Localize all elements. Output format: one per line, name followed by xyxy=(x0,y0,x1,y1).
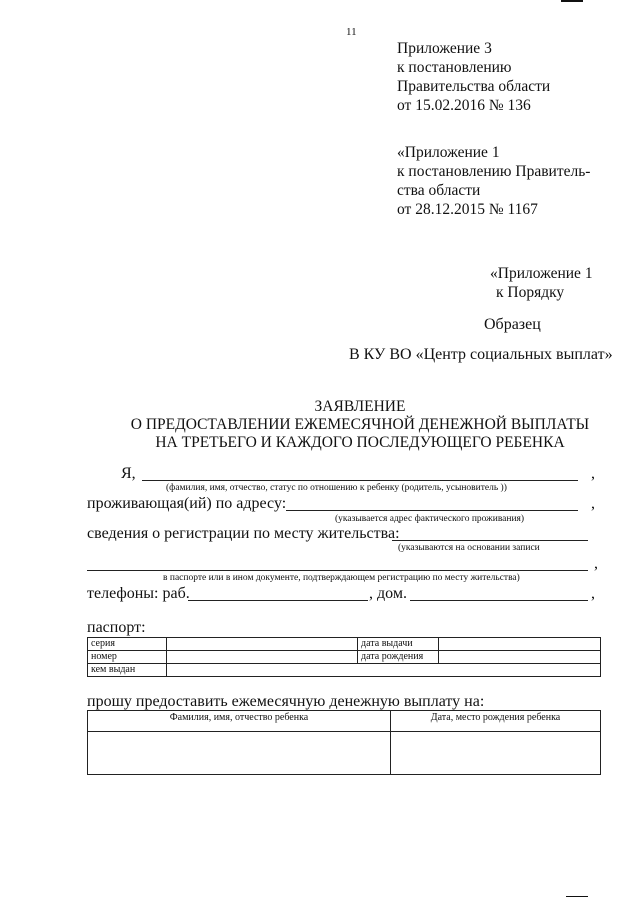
child-name-header: Фамилия, имя, отчество ребенка xyxy=(88,711,391,732)
issue-date-value[interactable] xyxy=(439,638,601,651)
child-birth-header: Дата, место рождения ребенка xyxy=(391,711,601,732)
registration-hint-2: в паспорте или в ином документе, подтверждающем регистрацию по месту жительства) xyxy=(163,573,520,583)
birth-date-label: дата рождения xyxy=(358,651,439,664)
title-line: О ПРЕДОСТАВЛЕНИИ ЕЖЕМЕСЯЧНОЙ ДЕНЕЖНОЙ ВЫПЛАТЫ xyxy=(130,416,590,433)
name-comma: , xyxy=(591,465,595,482)
appendix-1-line: ства области xyxy=(397,182,481,199)
children-table xyxy=(87,710,601,775)
passport-row xyxy=(88,664,601,677)
home-phone-label: , дом. xyxy=(369,585,407,602)
registration-hint-1: (указываются на основании записи xyxy=(398,543,540,553)
appendix-3-line: от 15.02.2016 № 136 xyxy=(397,97,531,114)
registration-comma: , xyxy=(594,555,598,572)
name-hint: (фамилия, имя, отчество, статус по отношению к ребенку (родитель, усыновитель )) xyxy=(166,483,507,493)
scan-mark-bottom xyxy=(566,896,588,897)
appendix-1-line: к постановлению Правитель- xyxy=(397,163,591,180)
appendix-order-line: к Порядку xyxy=(496,284,565,301)
appendix-3-line: к постановлению xyxy=(397,59,512,76)
appendix-1-block xyxy=(397,143,590,219)
series-value[interactable] xyxy=(167,638,358,651)
appendix-1-line: от 28.12.2015 № 1167 xyxy=(397,201,538,218)
document-title xyxy=(0,398,640,452)
series-label: серия xyxy=(88,638,167,651)
number-value[interactable] xyxy=(167,651,358,664)
appendix-1-line: «Приложение 1 xyxy=(397,144,500,161)
sample-label: Образец xyxy=(484,316,541,333)
page-number: 11 xyxy=(346,26,357,38)
address-label: проживающая(ий) по адресу: xyxy=(87,495,287,512)
passport-row xyxy=(88,638,601,651)
title-line: НА ТРЕТЬЕГО И КАЖДОГО ПОСЛЕДУЮЩЕГО РЕБЕНКА xyxy=(155,434,565,451)
passport-row xyxy=(88,651,601,664)
registration-field[interactable] xyxy=(392,540,588,541)
work-phone-field[interactable] xyxy=(188,600,368,601)
i-label: Я, xyxy=(121,465,136,482)
registration-field-2[interactable] xyxy=(87,570,588,571)
number-label: номер xyxy=(88,651,167,664)
home-phone-field[interactable] xyxy=(410,600,588,601)
issued-by-label: кем выдан xyxy=(88,664,167,677)
children-header-row xyxy=(88,711,601,732)
request-label: прошу предоставить ежемесячную денежную выплату на: xyxy=(87,693,485,710)
issue-date-label: дата выдачи xyxy=(358,638,439,651)
name-field[interactable] xyxy=(142,480,578,481)
address-field[interactable] xyxy=(286,510,578,511)
appendix-order-block xyxy=(490,264,593,302)
appendix-3-line: Правительства области xyxy=(397,78,551,95)
child-name-cell[interactable] xyxy=(88,732,391,775)
phones-comma: , xyxy=(591,585,595,602)
passport-table xyxy=(87,637,601,677)
address-comma: , xyxy=(591,495,595,512)
appendix-order-line: «Приложение 1 xyxy=(490,265,593,282)
children-row xyxy=(88,732,601,775)
address-hint: (указывается адрес фактического проживания) xyxy=(335,514,525,524)
passport-label: паспорт: xyxy=(87,619,146,636)
child-birth-cell[interactable] xyxy=(391,732,601,775)
title-line: ЗАЯВЛЕНИЕ xyxy=(314,398,406,415)
registration-label: сведения о регистрации по месту жительства: xyxy=(87,525,400,542)
birth-date-value[interactable] xyxy=(439,651,601,664)
appendix-3-line: Приложение 3 xyxy=(397,40,492,57)
appendix-3-block xyxy=(397,39,550,115)
issued-by-value[interactable] xyxy=(167,664,601,677)
phones-label: телефоны: раб. xyxy=(87,585,190,602)
scan-mark-top xyxy=(561,0,583,2)
recipient: В КУ ВО «Центр социальных выплат» xyxy=(349,346,613,363)
